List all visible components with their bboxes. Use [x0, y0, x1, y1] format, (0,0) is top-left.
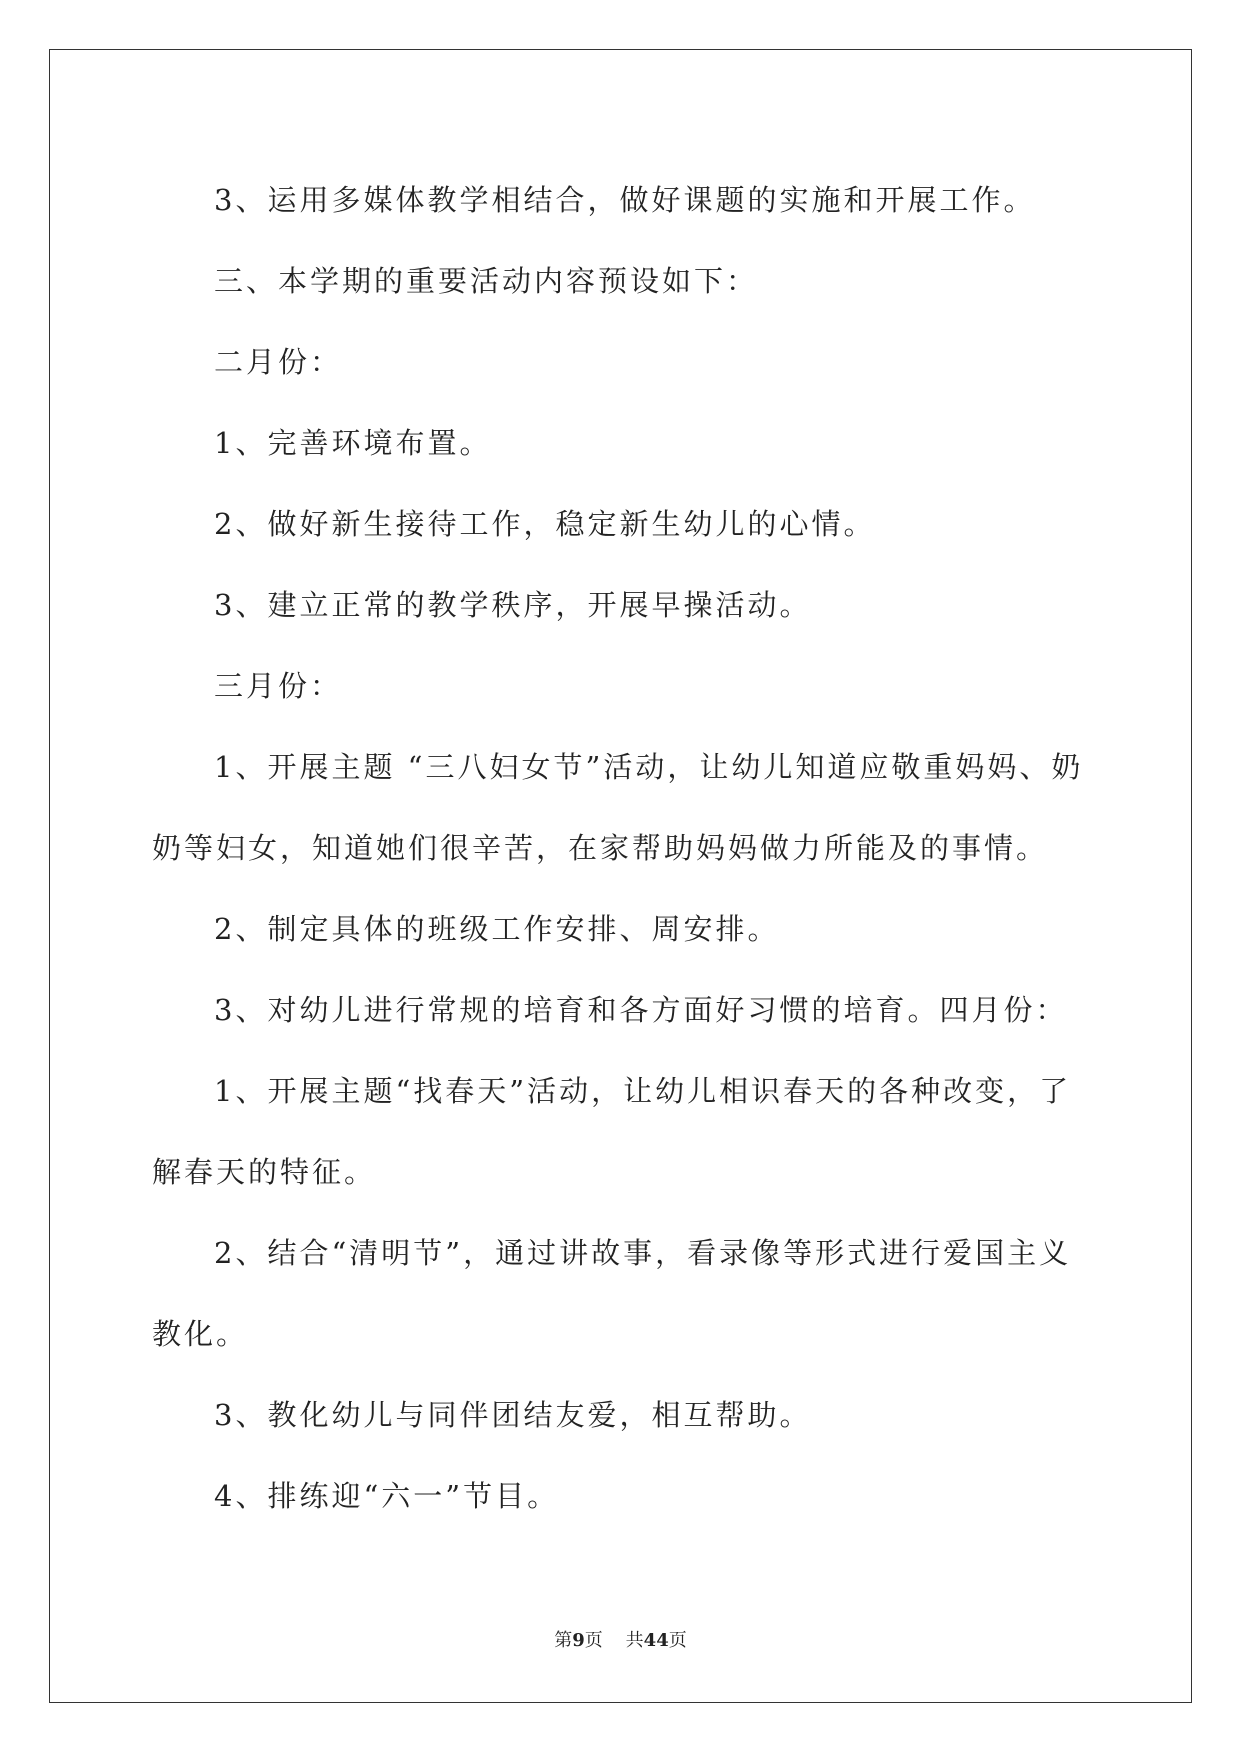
- paragraph: 2、结合“清明节”，通过讲故事，看录像等形式进行爱国主义教化。: [152, 1236, 1072, 1351]
- paragraph: 3、对幼儿进行常规的培育和各方面好习惯的培育。四月份：: [214, 993, 1068, 1027]
- footer-prefix: 第: [554, 1630, 573, 1651]
- page-footer: [0, 1626, 1241, 1652]
- page-number: 9: [572, 1630, 585, 1651]
- footer-total-prefix: 共: [625, 1630, 644, 1651]
- month-heading-march: 三月份：: [214, 669, 343, 703]
- paragraph: 2、做好新生接待工作，稳定新生幼儿的心情。: [214, 507, 876, 541]
- paragraph: 1、完善环境布置。: [214, 426, 492, 460]
- month-heading-february: 二月份：: [214, 345, 343, 379]
- paragraph: 1、开展主题 “三八妇女节”活动，让幼儿知道应敬重妈妈、奶奶等妇女，知道她们很辛苦，在家帮助妈妈做力所能及的事情。: [152, 750, 1084, 865]
- section-heading: 三、本学期的重要活动内容预设如下：: [214, 264, 759, 298]
- paragraph: 3、建立正常的教学秩序，开展早操活动。: [214, 588, 812, 622]
- paragraph: 3、运用多媒体教学相结合，做好课题的实施和开展工作。: [214, 183, 1036, 217]
- paragraph: 1、开展主题“找春天”活动，让幼儿相识春天的各种改变，了解春天的特征。: [152, 1074, 1072, 1189]
- footer-page-suffix: 页: [584, 1630, 603, 1651]
- paragraph: 3、教化幼儿与同伴团结友爱，相互帮助。: [214, 1398, 812, 1432]
- footer-total-suffix: 页: [668, 1630, 687, 1651]
- paragraph: 4、排练迎“六一”节目。: [214, 1479, 560, 1513]
- total-pages: 44: [643, 1630, 669, 1651]
- paragraph: 2、制定具体的班级工作安排、周安排。: [214, 912, 780, 946]
- document-body: [152, 160, 1094, 1537]
